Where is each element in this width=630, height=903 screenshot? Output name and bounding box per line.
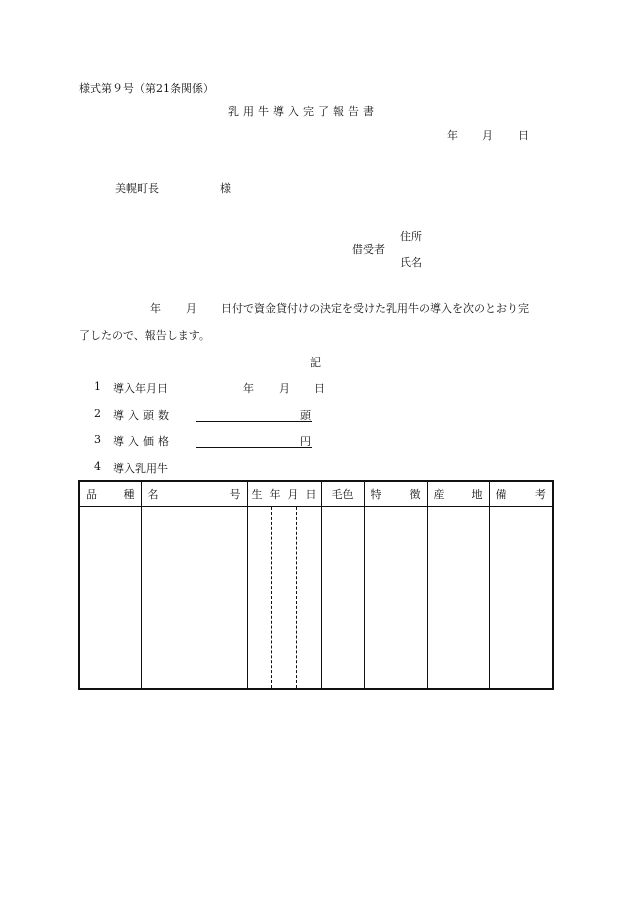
item-2-number: 2: [94, 407, 101, 420]
address-label: 住所: [400, 230, 422, 243]
item-2-unit: 頭: [300, 409, 311, 422]
item-1-number: 1: [94, 380, 101, 393]
body-line2: 了したので、報告します。: [79, 329, 210, 342]
table-body-row: [79, 507, 553, 690]
table-header-row: [79, 481, 553, 507]
cell-color[interactable]: [321, 507, 364, 690]
header-name: 名 号: [141, 481, 247, 507]
date-year: 年: [447, 129, 458, 142]
item-1-year: 年: [243, 382, 254, 395]
borrower-label: 借受者: [352, 243, 385, 256]
cell-breed[interactable]: [79, 507, 141, 690]
head-count-blank: [196, 407, 312, 422]
item-1-label: 導入年月日: [113, 382, 168, 395]
ki-heading: 記: [310, 356, 321, 369]
cattle-table: [78, 480, 554, 690]
name-label: 氏名: [400, 256, 422, 269]
price-blank: [196, 433, 312, 448]
cell-birth-day[interactable]: [296, 507, 321, 690]
form-number: 様式第９号（第21条関係）: [79, 82, 214, 95]
item-4-label: 導入乳用牛: [113, 462, 168, 475]
cell-birth-year[interactable]: [247, 507, 271, 690]
date-day: 日: [518, 129, 529, 142]
header-breed: 品 種: [79, 481, 141, 507]
header-color: 毛色: [321, 481, 364, 507]
item-4-number: 4: [94, 460, 101, 473]
header-birthdate: 生 年 月 日: [247, 481, 321, 507]
cell-name[interactable]: [141, 507, 247, 690]
document-title: 乳用牛導入完了報告書: [228, 105, 378, 118]
item-3-unit: 円: [300, 435, 311, 448]
item-2-label: 導入頭数: [113, 409, 173, 422]
cell-birth-month[interactable]: [271, 507, 296, 690]
item-3-number: 3: [94, 433, 101, 446]
body-month: 月: [186, 302, 197, 315]
cell-remarks[interactable]: [489, 507, 553, 690]
item-3-label: 導入価格: [113, 435, 173, 448]
header-remarks: 備 考: [489, 481, 553, 507]
cell-origin[interactable]: [427, 507, 489, 690]
cell-features[interactable]: [364, 507, 427, 690]
header-features: 特 徴: [364, 481, 427, 507]
body-line1: 日付で資金貸付けの決定を受けた乳用牛の導入を次のとおり完: [221, 302, 529, 315]
addressee-name: 美幌町長: [115, 182, 159, 195]
item-1-day: 日: [314, 382, 325, 395]
date-month: 月: [482, 129, 493, 142]
item-1-month: 月: [279, 382, 290, 395]
header-origin: 産 地: [427, 481, 489, 507]
body-year: 年: [150, 302, 161, 315]
addressee-honorific: 様: [220, 182, 231, 195]
